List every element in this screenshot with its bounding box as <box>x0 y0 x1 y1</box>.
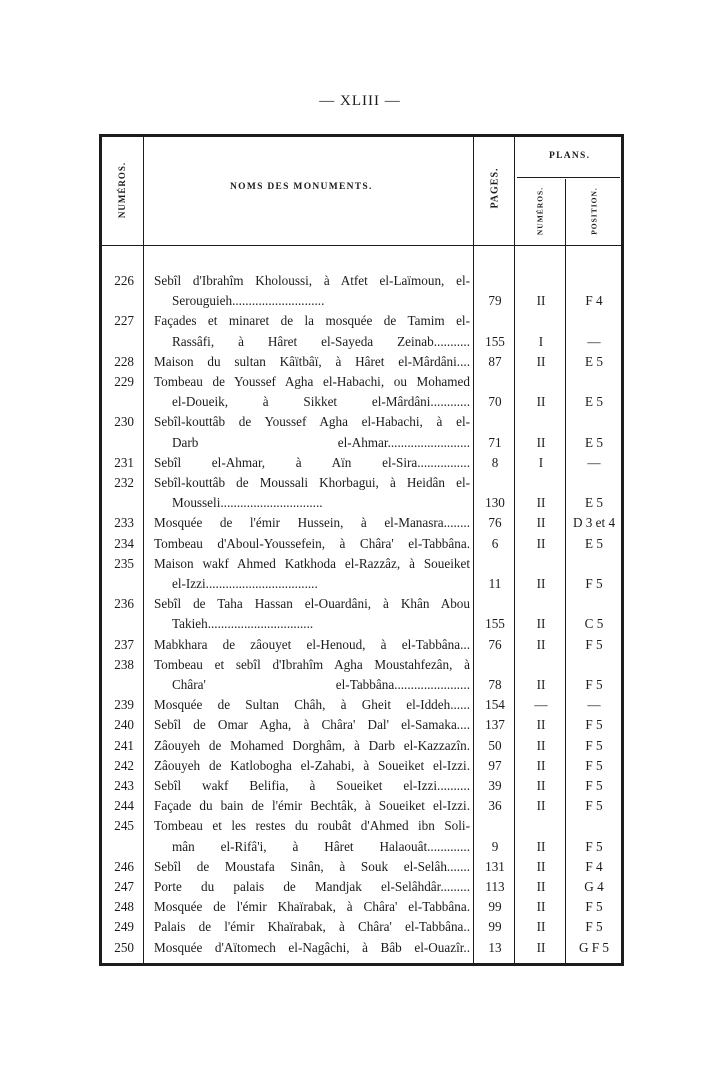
table-row <box>99 695 624 715</box>
row-plan-position: F 5 <box>585 798 603 814</box>
row-monument-name: Façade du bain de l'émir Bechtâk, à Soueiket el-Izzi. <box>154 798 470 814</box>
row-number: 227 <box>114 313 134 329</box>
row-monument-name: Sebîl wakf Belifia, à Soueiket el-Izzi.......... <box>154 778 470 793</box>
header-plans-position: POSITION. <box>589 187 599 235</box>
row-monument-name: Tombeau et sebîl d'Ibrahîm Agha Moustahfezân, à <box>154 656 470 672</box>
row-page: 13 <box>488 939 502 955</box>
plans-brace <box>517 177 620 178</box>
row-monument-name: Façades et minaret de la mosquée de Tamim el- <box>154 313 470 329</box>
row-number: 248 <box>114 899 134 915</box>
row-monument-name: Mosquée de l'émir Khaïrabak, à Châra' el-Tabbâna. <box>154 899 470 915</box>
row-page: 76 <box>488 636 502 652</box>
row-page: 8 <box>491 454 499 470</box>
page-mark <box>17 808 107 809</box>
row-page: 155 <box>485 333 505 349</box>
table-row <box>99 635 624 655</box>
row-page: 99 <box>488 899 502 915</box>
row-plan-number: II <box>536 636 546 652</box>
row-plan-position: F 5 <box>585 677 603 692</box>
row-number: 228 <box>114 353 134 369</box>
header-plans-numeros: NUMÉROS. <box>535 186 545 236</box>
row-plan-number: II <box>536 495 546 511</box>
row-plan-number: II <box>536 879 546 894</box>
row-plan-number: II <box>536 899 546 915</box>
table-row <box>99 675 624 695</box>
row-plan-number: II <box>536 858 546 874</box>
row-plan-number: II <box>536 778 546 793</box>
row-monument-name: Sebîl-kouttâb de Moussali Khorbagui, à Heidân el- <box>154 475 470 490</box>
row-page: 11 <box>488 576 502 591</box>
row-page: 79 <box>488 293 502 309</box>
row-page: 154 <box>485 697 505 713</box>
table-row <box>99 513 624 533</box>
table-row <box>99 291 624 311</box>
row-number: 235 <box>114 555 134 571</box>
table-border-top <box>99 134 624 137</box>
row-plan-number: II <box>536 677 546 692</box>
table-row <box>99 614 624 634</box>
row-monument-name: Sebîl de Taha Hassan el-Ouardâni, à Khân Abou <box>154 596 470 612</box>
row-plan-position: C 5 <box>584 616 604 632</box>
row-number: 232 <box>114 475 134 490</box>
row-plan-position: F 5 <box>585 778 603 793</box>
table-row <box>99 857 624 877</box>
row-plan-number: II <box>536 757 546 773</box>
row-page: 87 <box>488 353 502 369</box>
row-plan-position: F 5 <box>585 757 603 773</box>
table-row <box>99 534 624 554</box>
row-plan-number: II <box>536 737 546 753</box>
row-number: 234 <box>114 535 134 551</box>
table-row <box>99 392 624 412</box>
row-number: 250 <box>114 939 134 955</box>
table-row <box>99 897 624 917</box>
row-number: 237 <box>114 636 134 652</box>
row-plan-position: F 5 <box>585 717 603 733</box>
row-monument-name: Takieh................................ <box>172 616 314 632</box>
table-row <box>99 271 624 291</box>
row-monument-name: Mosquée de Sultan Châh, à Gheit el-Iddeh...... <box>154 697 470 713</box>
row-number: 230 <box>114 414 134 430</box>
header-plans: PLANS. <box>549 151 591 161</box>
row-monument-name: mân el-Rifâ'i, à Hâret Halaouât............. <box>172 838 470 854</box>
row-plan-number: II <box>536 535 546 551</box>
row-monument-name: Tombeau d'Aboul-Youssefein, à Châra' el-Tabbâna. <box>154 535 470 551</box>
row-plan-number: II <box>536 919 546 935</box>
table-row <box>99 715 624 735</box>
table-row <box>99 412 624 432</box>
row-plan-position: E 5 <box>585 394 603 410</box>
table-row <box>99 756 624 776</box>
row-page: 39 <box>488 778 502 793</box>
row-number: 249 <box>114 919 134 935</box>
row-monument-name: Mosquée de l'émir Hussein, à el-Manasra........ <box>154 515 470 531</box>
row-monument-name: Porte du palais de Mandjak el-Selâhdâr......... <box>154 879 470 894</box>
table-row <box>99 332 624 352</box>
row-plan-number: II <box>536 293 546 309</box>
row-monument-name: Maison wakf Ahmed Katkhoda el-Razzâz, à Soueiket <box>154 555 470 571</box>
header-rule <box>102 245 621 246</box>
row-page: 76 <box>488 515 502 531</box>
row-monument-name: Mousseli............................... <box>172 495 323 511</box>
row-monument-name: Mabkhara de zâouyet el-Henoud, à el-Tabbâna... <box>154 636 470 652</box>
row-page: 6 <box>491 535 499 551</box>
row-plan-position: E 5 <box>585 495 603 511</box>
row-monument-name: el-Izzi.................................. <box>172 576 318 591</box>
row-number: 239 <box>114 697 134 713</box>
header-pages: PAGES. <box>489 167 501 209</box>
row-number: 233 <box>114 515 134 531</box>
row-number: 244 <box>114 798 134 814</box>
table-row <box>99 938 624 958</box>
row-plan-position: F 5 <box>585 737 603 753</box>
row-number: 243 <box>114 778 134 793</box>
row-page: 137 <box>485 717 505 733</box>
row-page: 36 <box>488 798 502 814</box>
row-plan-number: II <box>536 576 546 591</box>
table-row <box>99 917 624 937</box>
table-row <box>99 655 624 675</box>
row-monument-name: Maison du sultan Kâïtbâï, à Hâret el-Mârdâni.... <box>154 353 470 369</box>
row-plan-number: II <box>536 394 546 410</box>
row-plan-number: II <box>536 717 546 733</box>
row-page: 50 <box>488 737 502 753</box>
header-noms: NOMS DES MONUMENTS. <box>230 182 373 192</box>
table-row <box>99 594 624 614</box>
row-page: 9 <box>491 838 499 854</box>
row-plan-number: I <box>538 454 544 470</box>
row-plan-number: II <box>536 939 546 955</box>
table-row <box>99 311 624 331</box>
row-plan-number: II <box>536 434 546 450</box>
row-monument-name: Tombeau de Youssef Agha el-Habachi, ou Mohamed <box>154 374 470 389</box>
row-plan-position: G F 5 <box>578 939 610 955</box>
row-monument-name: Darb el-Ahmar......................... <box>172 434 470 450</box>
row-plan-position: D 3 et 4 <box>572 515 616 531</box>
row-number: 238 <box>114 656 134 672</box>
row-plan-number: I <box>538 333 544 349</box>
monuments-table <box>99 134 624 966</box>
table-row <box>99 574 624 594</box>
table-row <box>99 372 624 392</box>
row-plan-position: F 5 <box>585 838 603 854</box>
row-number: 246 <box>114 858 134 874</box>
row-number: 240 <box>114 717 134 733</box>
row-number: 229 <box>114 374 134 389</box>
row-monument-name: Châra' el-Tabbâna....................... <box>172 677 470 692</box>
row-page: 99 <box>488 919 502 935</box>
table-row <box>99 493 624 513</box>
row-monument-name: Sebîl-kouttâb de Youssef Agha el-Habachi, à el- <box>154 414 470 430</box>
page-title: — XLIII — <box>319 93 401 109</box>
row-plan-number: II <box>536 838 546 854</box>
row-number: 245 <box>114 818 134 834</box>
row-number: 241 <box>114 737 134 753</box>
row-page: 70 <box>488 394 502 410</box>
row-number: 247 <box>114 879 134 894</box>
row-plan-position: E 5 <box>585 353 603 369</box>
row-plan-number: — <box>534 697 548 713</box>
row-plan-position: — <box>587 454 601 470</box>
row-number: 242 <box>114 757 134 773</box>
row-number: 231 <box>114 454 134 470</box>
table-row <box>99 433 624 453</box>
row-plan-number: II <box>536 616 546 632</box>
row-page: 78 <box>488 677 502 692</box>
row-plan-position: G 4 <box>584 879 604 894</box>
row-plan-position: — <box>587 333 601 349</box>
table-row <box>99 473 624 493</box>
table-row <box>99 816 624 836</box>
row-monument-name: Zâouyeh de Mohamed Dorghâm, à Darb el-Kazzazîn. <box>154 737 470 753</box>
row-monument-name: Sebîl el-Ahmar, à Aïn el-Sira................ <box>154 454 470 470</box>
row-plan-position: F 5 <box>585 919 603 935</box>
row-page: 97 <box>488 757 502 773</box>
table-row <box>99 877 624 897</box>
row-monument-name: Palais de l'émir Khaïrabak, à Châra' el-Tabbâna.. <box>154 919 470 935</box>
header-numeros: NUMÉROS. <box>117 161 127 219</box>
row-page: 113 <box>485 879 505 894</box>
row-monument-name: Mosquée d'Aïtomech el-Nagâchi, à Bâb el-Ouazîr.. <box>154 939 470 955</box>
row-plan-number: II <box>536 353 546 369</box>
row-number: 236 <box>114 596 134 612</box>
row-number: 226 <box>114 273 134 288</box>
table-row <box>99 837 624 857</box>
table-row <box>99 776 624 796</box>
table-row <box>99 352 624 372</box>
row-monument-name: Zâouyeh de Katlobogha el-Zahabi, à Soueiket el-Izzi. <box>154 757 470 773</box>
row-plan-position: E 5 <box>585 434 603 450</box>
row-monument-name: Sebîl de Moustafa Sinân, à Souk el-Selâh....... <box>154 858 470 874</box>
row-plan-position: F 5 <box>585 636 603 652</box>
row-monument-name: Sebîl d'Ibrahîm Kholoussi, à Atfet el-Laïmoun, el- <box>154 273 470 288</box>
row-page: 71 <box>488 434 502 450</box>
table-row <box>99 796 624 816</box>
table-row <box>99 554 624 574</box>
row-monument-name: Tombeau et les restes du roubât d'Ahmed ibn Soli- <box>154 818 470 834</box>
row-plan-position: F 5 <box>585 899 603 915</box>
row-monument-name: Serouguieh............................ <box>172 293 325 309</box>
row-page: 131 <box>485 858 505 874</box>
row-monument-name: Rassâfi, à Hâret el-Sayeda Zeinab........... <box>172 333 470 349</box>
row-plan-position: E 5 <box>585 535 603 551</box>
row-plan-position: F 4 <box>585 858 603 874</box>
row-monument-name: Sebîl de Omar Agha, à Châra' Dal' el-Samaka.... <box>154 717 470 733</box>
table-row <box>99 453 624 473</box>
row-plan-position: F 5 <box>585 576 603 591</box>
row-page: 155 <box>485 616 505 632</box>
row-plan-position: — <box>587 697 601 713</box>
row-plan-number: II <box>536 798 546 814</box>
row-plan-position: F 4 <box>585 293 603 309</box>
row-monument-name: el-Doueik, à Sikket el-Mârdâni............ <box>172 394 470 410</box>
row-page: 130 <box>485 495 505 511</box>
table-row <box>99 736 624 756</box>
table-border-bottom <box>99 963 624 966</box>
row-plan-number: II <box>536 515 546 531</box>
